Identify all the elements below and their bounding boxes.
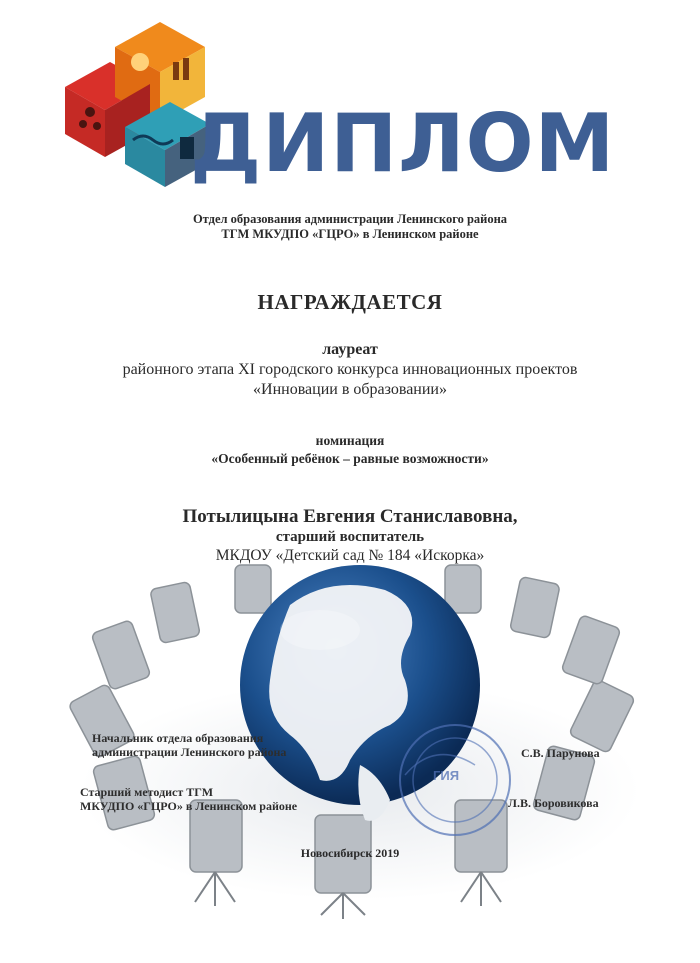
diploma-title: ДИПЛОМ xyxy=(190,97,616,190)
signature-role-1-line-1: Начальник отдела образования xyxy=(92,731,264,745)
signature-name-1: С.В. Парунова xyxy=(521,746,600,760)
recipient-institution: МКДОУ «Детский сад № 184 «Искорка» xyxy=(215,547,485,564)
recipient-block xyxy=(0,506,700,566)
city-year: Новосибирск 2019 xyxy=(300,846,400,860)
official-stamp xyxy=(385,720,525,840)
issuing-organization xyxy=(0,212,700,242)
signature-role-2 xyxy=(80,785,297,813)
nomination-label: номинация xyxy=(315,433,385,448)
laureate-label: лауреат xyxy=(322,341,378,358)
laureate-block xyxy=(0,340,700,400)
contest-name: районного этапа XI городского конкурса инновационных проектов xyxy=(122,361,578,378)
signature-role-2-line-2: МКУДПО «ГЦРО» в Ленинском районе xyxy=(80,799,298,813)
stamp-text: ГИЯ xyxy=(433,768,460,783)
recipient-name: Потылицына Евгения Станиславовна, xyxy=(182,506,518,527)
recipient-position: старший воспитатель xyxy=(275,529,425,545)
award-heading: НАГРАЖДАЕТСЯ xyxy=(257,290,443,314)
signature-name-2: Л.В. Боровикова xyxy=(508,796,599,810)
organization-line-1: Отдел образования администрации Ленинского района xyxy=(192,212,508,226)
organization-line-2: ТГМ МКУДПО «ГЦРО» в Ленинском районе xyxy=(221,227,479,241)
nomination-block xyxy=(0,432,700,468)
nomination-value: «Особенный ребёнок – равные возможности» xyxy=(211,451,489,466)
signature-role-1-line-2: администрации Ленинского района xyxy=(92,745,287,759)
signature-role-2-line-1: Старший методист ТГМ xyxy=(80,785,214,799)
contest-title: «Инновации в образовании» xyxy=(253,381,447,398)
signature-role-1 xyxy=(92,731,286,759)
